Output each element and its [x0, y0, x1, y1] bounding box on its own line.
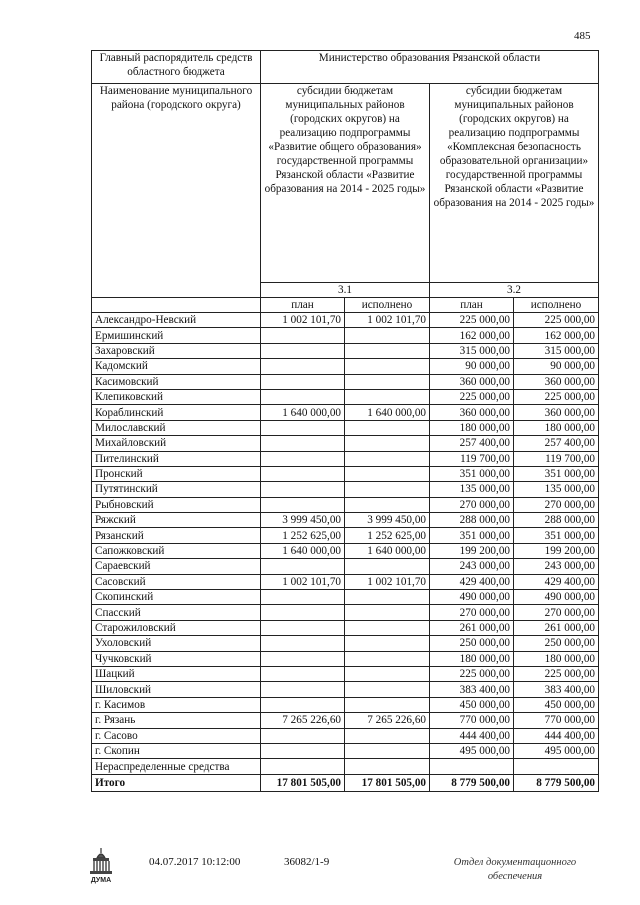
table-row	[92, 759, 599, 774]
done-3-2: 450 000,00	[514, 697, 599, 712]
header-row-distributor	[92, 51, 599, 84]
district-name: Нераспределенные средства	[92, 759, 261, 774]
done-3-2: 270 000,00	[514, 497, 599, 512]
table-row	[92, 590, 599, 605]
plan-3-2: 8 779 500,00	[430, 774, 514, 791]
done-3-2: 250 000,00	[514, 636, 599, 651]
done-3-2: 351 000,00	[514, 466, 599, 481]
table-row	[92, 374, 599, 389]
done-3-2: 351 000,00	[514, 528, 599, 543]
plan-3-2: 135 000,00	[430, 482, 514, 497]
district-name: Ухоловский	[92, 636, 261, 651]
ministry-name: Министерство образования Рязанской области	[261, 51, 599, 84]
plan-3-2: 288 000,00	[430, 513, 514, 528]
done-3-1	[345, 620, 430, 635]
done-3-2: 288 000,00	[514, 513, 599, 528]
plan-3-1	[261, 636, 345, 651]
done-3-2: 199 200,00	[514, 543, 599, 558]
plan-3-1	[261, 559, 345, 574]
plan-3-2: 199 200,00	[430, 543, 514, 558]
done-3-1	[345, 359, 430, 374]
done-3-1: 1 640 000,00	[345, 405, 430, 420]
table-row	[92, 728, 599, 743]
table-row	[92, 313, 599, 328]
plan-3-1: 1 252 625,00	[261, 528, 345, 543]
table-row	[92, 405, 599, 420]
done-3-2: 770 000,00	[514, 713, 599, 728]
plan-3-1	[261, 374, 345, 389]
district-name: Старожиловский	[92, 620, 261, 635]
plan-3-2: 444 400,00	[430, 728, 514, 743]
table-row	[92, 666, 599, 681]
done-3-2	[514, 759, 599, 774]
table-row	[92, 328, 599, 343]
table-row	[92, 697, 599, 712]
stamp-line-2: обеспечения	[487, 871, 543, 882]
plan-3-2: 257 400,00	[430, 436, 514, 451]
district-name: Рыбновский	[92, 497, 261, 512]
plan-3-2: 225 000,00	[430, 666, 514, 681]
done-3-1	[345, 590, 430, 605]
table-row	[92, 620, 599, 635]
done-3-1	[345, 728, 430, 743]
done-3-1: 1 252 625,00	[345, 528, 430, 543]
done-3-1	[345, 697, 430, 712]
district-name: г. Скопин	[92, 743, 261, 758]
done-3-1	[345, 389, 430, 404]
plan-3-2: 495 000,00	[430, 743, 514, 758]
table-row	[92, 513, 599, 528]
district-name: Кораблинский	[92, 405, 261, 420]
subsidy-table	[91, 50, 599, 792]
table-row	[92, 636, 599, 651]
done-3-1: 3 999 450,00	[345, 513, 430, 528]
district-name: Кадомский	[92, 359, 261, 374]
done-3-1	[345, 666, 430, 681]
done-3-2: 119 700,00	[514, 451, 599, 466]
plan-3-2: 180 000,00	[430, 651, 514, 666]
district-name: Шацкий	[92, 666, 261, 681]
plan-3-1	[261, 651, 345, 666]
plan-3-2: 119 700,00	[430, 451, 514, 466]
footer-doc-number: 36082/1-9	[284, 856, 330, 868]
duma-logo-icon	[86, 846, 116, 884]
plan-3-2: 225 000,00	[430, 313, 514, 328]
done-3-1	[345, 682, 430, 697]
plan-3-1	[261, 697, 345, 712]
done-3-1	[345, 636, 430, 651]
district-name: Спасский	[92, 605, 261, 620]
done-3-2: 495 000,00	[514, 743, 599, 758]
distributor-label: Главный распорядитель средств областного бюджета	[92, 51, 261, 84]
done-3-1	[345, 420, 430, 435]
district-name: Милославский	[92, 420, 261, 435]
done-3-2: 444 400,00	[514, 728, 599, 743]
done-3-2: 225 000,00	[514, 389, 599, 404]
table-row	[92, 713, 599, 728]
plan-3-2: 250 000,00	[430, 636, 514, 651]
done-3-2: 315 000,00	[514, 343, 599, 358]
district-name: Клепиковский	[92, 389, 261, 404]
done-3-2: 360 000,00	[514, 405, 599, 420]
plan-3-2: 450 000,00	[430, 697, 514, 712]
district-name: Пителинский	[92, 451, 261, 466]
header-row-plan-done	[92, 298, 599, 313]
done-3-2: 180 000,00	[514, 651, 599, 666]
done-3-1	[345, 482, 430, 497]
done-3-2: 90 000,00	[514, 359, 599, 374]
done-3-2: 225 000,00	[514, 313, 599, 328]
table-row	[92, 420, 599, 435]
done-3-2: 243 000,00	[514, 559, 599, 574]
done-3-1	[345, 466, 430, 481]
plan-3-1	[261, 605, 345, 620]
plan-3-1	[261, 359, 345, 374]
done-3-2: 429 400,00	[514, 574, 599, 589]
plan-label-2: план	[430, 298, 514, 313]
table-row	[92, 389, 599, 404]
plan-3-2: 270 000,00	[430, 605, 514, 620]
header-row-descriptions	[92, 84, 599, 283]
plan-3-2: 315 000,00	[430, 343, 514, 358]
plan-3-1: 1 002 101,70	[261, 574, 345, 589]
table-row	[92, 651, 599, 666]
table-row	[92, 482, 599, 497]
plan-3-1: 17 801 505,00	[261, 774, 345, 791]
plan-3-1	[261, 328, 345, 343]
plan-3-1	[261, 743, 345, 758]
empty-header-cell	[92, 298, 261, 313]
table-row	[92, 559, 599, 574]
plan-3-1	[261, 728, 345, 743]
district-name: Сараевский	[92, 559, 261, 574]
plan-3-1: 7 265 226,60	[261, 713, 345, 728]
plan-3-1	[261, 682, 345, 697]
done-3-1	[345, 743, 430, 758]
plan-3-2: 770 000,00	[430, 713, 514, 728]
plan-3-1	[261, 620, 345, 635]
table-row	[92, 451, 599, 466]
table-row	[92, 743, 599, 758]
col2-code: 3.2	[430, 283, 599, 298]
district-name: Итого	[92, 774, 261, 791]
table-row	[92, 436, 599, 451]
plan-3-2: 162 000,00	[430, 328, 514, 343]
done-label-2: исполнено	[514, 298, 599, 313]
table-row	[92, 605, 599, 620]
footer-datetime: 04.07.2017 10:12:00	[149, 856, 241, 868]
done-3-1	[345, 651, 430, 666]
district-name: Скопинский	[92, 590, 261, 605]
plan-3-1	[261, 482, 345, 497]
done-3-2: 8 779 500,00	[514, 774, 599, 791]
district-name: Сасовский	[92, 574, 261, 589]
done-3-2: 225 000,00	[514, 666, 599, 681]
district-name: Чучковский	[92, 651, 261, 666]
logo-text: ДУМА	[90, 877, 112, 884]
district-name: Сапожковский	[92, 543, 261, 558]
done-3-2: 257 400,00	[514, 436, 599, 451]
done-3-1	[345, 451, 430, 466]
done-3-1	[345, 374, 430, 389]
district-name: Путятинский	[92, 482, 261, 497]
plan-label-1: план	[261, 298, 345, 313]
plan-3-1: 1 640 000,00	[261, 405, 345, 420]
plan-3-2: 360 000,00	[430, 405, 514, 420]
plan-3-2: 225 000,00	[430, 389, 514, 404]
plan-3-1	[261, 466, 345, 481]
district-name: Александро-Невский	[92, 313, 261, 328]
total-row	[92, 774, 599, 791]
done-3-1: 1 002 101,70	[345, 313, 430, 328]
plan-3-1: 3 999 450,00	[261, 513, 345, 528]
done-3-1: 1 640 000,00	[345, 543, 430, 558]
done-3-2: 383 400,00	[514, 682, 599, 697]
plan-3-2: 360 000,00	[430, 374, 514, 389]
table-row	[92, 343, 599, 358]
done-3-2: 135 000,00	[514, 482, 599, 497]
col1-code: 3.1	[261, 283, 430, 298]
plan-3-1	[261, 451, 345, 466]
plan-3-2: 270 000,00	[430, 497, 514, 512]
plan-3-1	[261, 497, 345, 512]
col2-description: субсидии бюджетам муниципальных районов (городских округов) на реализацию подпрограммы «Комплексная безопасность образовательной организации» государственной программы Рязанской области «Развитие образования на 2014 - 2025 годы»	[430, 84, 599, 283]
plan-3-2: 180 000,00	[430, 420, 514, 435]
done-3-1	[345, 759, 430, 774]
plan-3-1	[261, 590, 345, 605]
plan-3-2: 261 000,00	[430, 620, 514, 635]
plan-3-1	[261, 420, 345, 435]
done-3-2: 360 000,00	[514, 374, 599, 389]
district-name: Михайловский	[92, 436, 261, 451]
district-label: Наименование муниципального района (городского округа)	[92, 84, 261, 298]
district-name: Ряжский	[92, 513, 261, 528]
done-3-1: 1 002 101,70	[345, 574, 430, 589]
plan-3-2: 490 000,00	[430, 590, 514, 605]
table-row	[92, 543, 599, 558]
done-3-1: 17 801 505,00	[345, 774, 430, 791]
department-stamp	[440, 856, 590, 884]
done-3-2: 270 000,00	[514, 605, 599, 620]
district-name: Захаровский	[92, 343, 261, 358]
done-3-2: 180 000,00	[514, 420, 599, 435]
plan-3-2: 90 000,00	[430, 359, 514, 374]
page-number: 485	[574, 30, 591, 42]
plan-3-2: 383 400,00	[430, 682, 514, 697]
col1-description: субсидии бюджетам муниципальных районов (городских округов) на реализацию подпрограммы «Развитие общего образования» государственной программы Рязанской области «Развитие образования на 2014 - 2025 годы»	[261, 84, 430, 283]
done-3-1	[345, 328, 430, 343]
plan-3-2: 243 000,00	[430, 559, 514, 574]
done-3-1	[345, 497, 430, 512]
district-name: Касимовский	[92, 374, 261, 389]
plan-3-1: 1 002 101,70	[261, 313, 345, 328]
table-row	[92, 574, 599, 589]
plan-3-2	[430, 759, 514, 774]
done-3-2: 490 000,00	[514, 590, 599, 605]
done-3-1	[345, 436, 430, 451]
done-3-2: 162 000,00	[514, 328, 599, 343]
district-name: Пронский	[92, 466, 261, 481]
district-name: г. Сасово	[92, 728, 261, 743]
district-name: Шиловский	[92, 682, 261, 697]
district-name: г. Касимов	[92, 697, 261, 712]
done-3-1	[345, 343, 430, 358]
plan-3-1	[261, 759, 345, 774]
plan-3-1	[261, 343, 345, 358]
plan-3-1	[261, 436, 345, 451]
done-3-1: 7 265 226,60	[345, 713, 430, 728]
plan-3-1	[261, 666, 345, 681]
district-name: Ермишинский	[92, 328, 261, 343]
plan-3-2: 429 400,00	[430, 574, 514, 589]
stamp-line-1: Отдел документационного	[453, 857, 577, 868]
done-label-1: исполнено	[345, 298, 430, 313]
done-3-1	[345, 605, 430, 620]
done-3-1	[345, 559, 430, 574]
plan-3-2: 351 000,00	[430, 528, 514, 543]
district-name: г. Рязань	[92, 713, 261, 728]
table-row	[92, 682, 599, 697]
table-row	[92, 528, 599, 543]
plan-3-1: 1 640 000,00	[261, 543, 345, 558]
plan-3-2: 351 000,00	[430, 466, 514, 481]
plan-3-1	[261, 389, 345, 404]
done-3-2: 261 000,00	[514, 620, 599, 635]
table-row	[92, 359, 599, 374]
table-row	[92, 466, 599, 481]
table-row	[92, 497, 599, 512]
district-name: Рязанский	[92, 528, 261, 543]
